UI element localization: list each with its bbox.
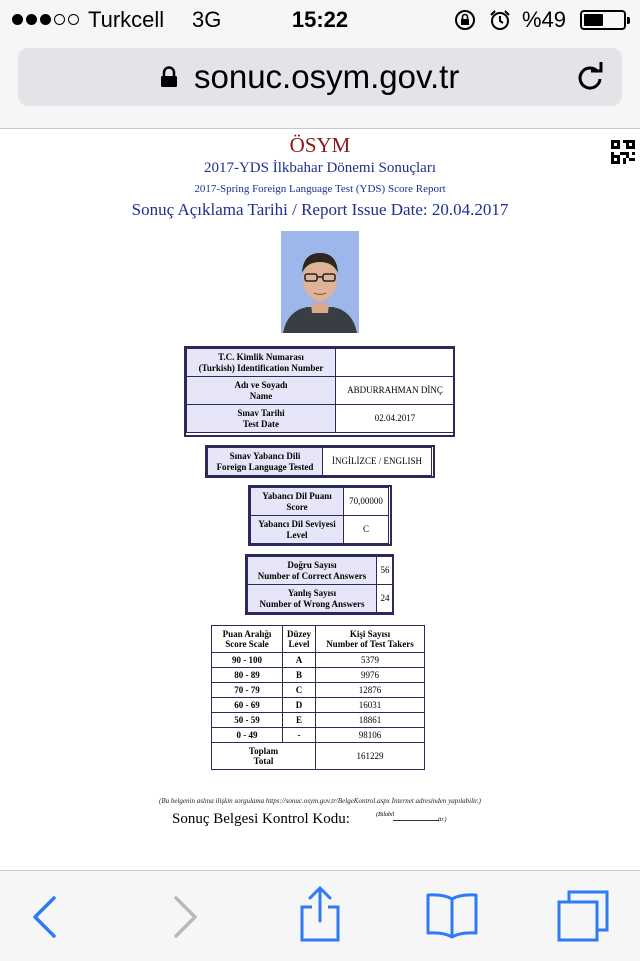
- url-text: sonuc.osym.gov.tr: [194, 58, 460, 95]
- battery-percentage: %49: [522, 7, 567, 32]
- battery-icon: [580, 10, 626, 30]
- total-label-en: Total: [253, 756, 274, 766]
- control-code-label: Sonuç Belgesi Kontrol Kodu:: [172, 811, 350, 827]
- id-label-tr: T.C. Kimlik Numarası: [218, 351, 304, 362]
- table-row: [212, 668, 425, 683]
- count-header-tr: Kişi Sayısı: [349, 629, 391, 639]
- score-range-cell: 0 - 49: [212, 728, 283, 743]
- table-row: [212, 728, 425, 743]
- status-bar: [0, 0, 640, 40]
- table-row: [251, 516, 389, 544]
- wrong-label-tr: Yanlış Sayısı: [287, 587, 337, 598]
- correct-label-en: Number of Correct Answers: [257, 570, 367, 581]
- language-label-tr: Sınav Yabancı Dili: [229, 450, 301, 461]
- alarm-clock-icon: [489, 9, 511, 31]
- id-label-en: (Turkish) Identification Number: [198, 362, 324, 373]
- rotation-lock-icon: [454, 9, 476, 31]
- score-value: 70,00000: [349, 496, 383, 506]
- level-header-en: Level: [288, 639, 310, 649]
- language-label-en: Foreign Language Tested: [216, 461, 314, 472]
- level-cell: -: [283, 728, 316, 743]
- score-table: [250, 487, 389, 544]
- score-label-en: Score: [286, 501, 308, 512]
- score-range-cell: 60 - 69: [212, 698, 283, 713]
- table-row: [248, 557, 394, 585]
- table-row: [212, 698, 425, 713]
- carrier-name: Turkcell: [88, 7, 165, 32]
- table-row: [187, 349, 455, 377]
- table-row: [208, 448, 432, 476]
- organization-title: ÖSYM: [289, 133, 351, 157]
- test-takers-cell: 9976: [316, 668, 425, 683]
- table-row: [212, 713, 425, 728]
- control-code: [172, 811, 447, 828]
- correct-count: 56: [380, 565, 390, 575]
- table-header-row: [212, 626, 425, 653]
- bookmarks-icon[interactable]: [424, 891, 480, 939]
- identity-table: [186, 348, 455, 433]
- test-takers-cell: 98106: [316, 728, 425, 743]
- web-page-content: [0, 129, 640, 870]
- reload-icon[interactable]: [576, 61, 604, 91]
- level-cell: C: [283, 683, 316, 698]
- report-issue-date: Sonuç Açıklama Tarihi / Report Issue Date: 20.04.2017: [131, 200, 509, 219]
- test-date-label-tr: Sınav Tarihi: [237, 407, 285, 418]
- table-total-row: [212, 743, 425, 770]
- level-cell: D: [283, 698, 316, 713]
- level-header-tr: Düzey: [287, 629, 311, 639]
- test-takers-cell: 16031: [316, 698, 425, 713]
- score-range-cell: 80 - 89: [212, 668, 283, 683]
- tabs-icon[interactable]: [556, 889, 610, 943]
- name-label-tr: Adı ve Soyadı: [234, 379, 288, 390]
- test-takers-cell: 5379: [316, 653, 425, 668]
- table-row: [251, 488, 389, 516]
- browser-navigation-area: [0, 40, 640, 129]
- lock-icon: [160, 66, 178, 88]
- control-code-redaction: [393, 820, 439, 821]
- test-date-label-en: Test Date: [243, 418, 279, 429]
- table-row: [187, 405, 455, 433]
- score-range-cell: 50 - 59: [212, 713, 283, 728]
- control-code-end: tir.): [438, 817, 447, 823]
- table-row: [212, 683, 425, 698]
- score-range-cell: 90 - 100: [212, 653, 283, 668]
- table-row: [248, 585, 394, 613]
- test-takers-cell: 12876: [316, 683, 425, 698]
- back-icon[interactable]: [30, 895, 58, 939]
- language-table: [207, 447, 432, 476]
- test-takers-cell: 18861: [316, 713, 425, 728]
- correct-label-tr: Doğru Sayısı: [287, 559, 337, 570]
- name-label-en: Name: [249, 390, 273, 401]
- total-value: 161229: [356, 751, 384, 761]
- level-cell: E: [283, 713, 316, 728]
- forward-icon[interactable]: [172, 895, 200, 939]
- candidate-name: ABDURRAHMAN DİNÇ: [347, 385, 443, 395]
- answers-table: [247, 556, 394, 613]
- wrong-label-en: Number of Wrong Answers: [259, 598, 365, 609]
- level-label-en: Level: [286, 529, 308, 540]
- range-header-en: Score Scale: [225, 639, 269, 649]
- level-cell: A: [283, 653, 316, 668]
- score-label-tr: Yabancı Dil Puanı: [262, 490, 332, 501]
- network-type: 3G: [192, 7, 222, 32]
- test-date-value: 02.04.2017: [374, 413, 416, 423]
- exam-title-en: 2017-Spring Foreign Language Test (YDS) Score Report: [194, 183, 446, 195]
- control-code-start: (Bilabil: [376, 812, 395, 818]
- total-label-tr: Toplam: [248, 746, 279, 756]
- table-row: [187, 377, 455, 405]
- score-range-cell: 70 - 79: [212, 683, 283, 698]
- level-value: C: [362, 524, 369, 534]
- wrong-count: 24: [380, 593, 390, 603]
- candidate-photo: [281, 231, 359, 333]
- range-header-tr: Puan Aralığı: [222, 629, 272, 639]
- table-row: [212, 653, 425, 668]
- exam-title-tr: 2017-YDS İlkbahar Dönemi Sonuçları: [203, 160, 437, 176]
- count-header-en: Number of Test Takers: [326, 639, 414, 649]
- status-time: 15:22: [291, 7, 349, 32]
- verification-footnote: (Bu belgenin aslına ilişkin sorgulama https://sonuc.osym.gov.tr/BelgeKontrol.aspx İnternet adresinden yapılabilir.): [158, 797, 482, 805]
- address-bar[interactable]: [18, 48, 622, 106]
- share-icon[interactable]: [298, 885, 342, 943]
- browser-toolbar: [0, 870, 640, 961]
- level-cell: B: [283, 668, 316, 683]
- language-value: İNGİLİZCE / ENGLISH: [332, 456, 422, 466]
- score-scale-table: [211, 625, 425, 770]
- level-label-tr: Yabancı Dil Seviyesi: [258, 518, 336, 529]
